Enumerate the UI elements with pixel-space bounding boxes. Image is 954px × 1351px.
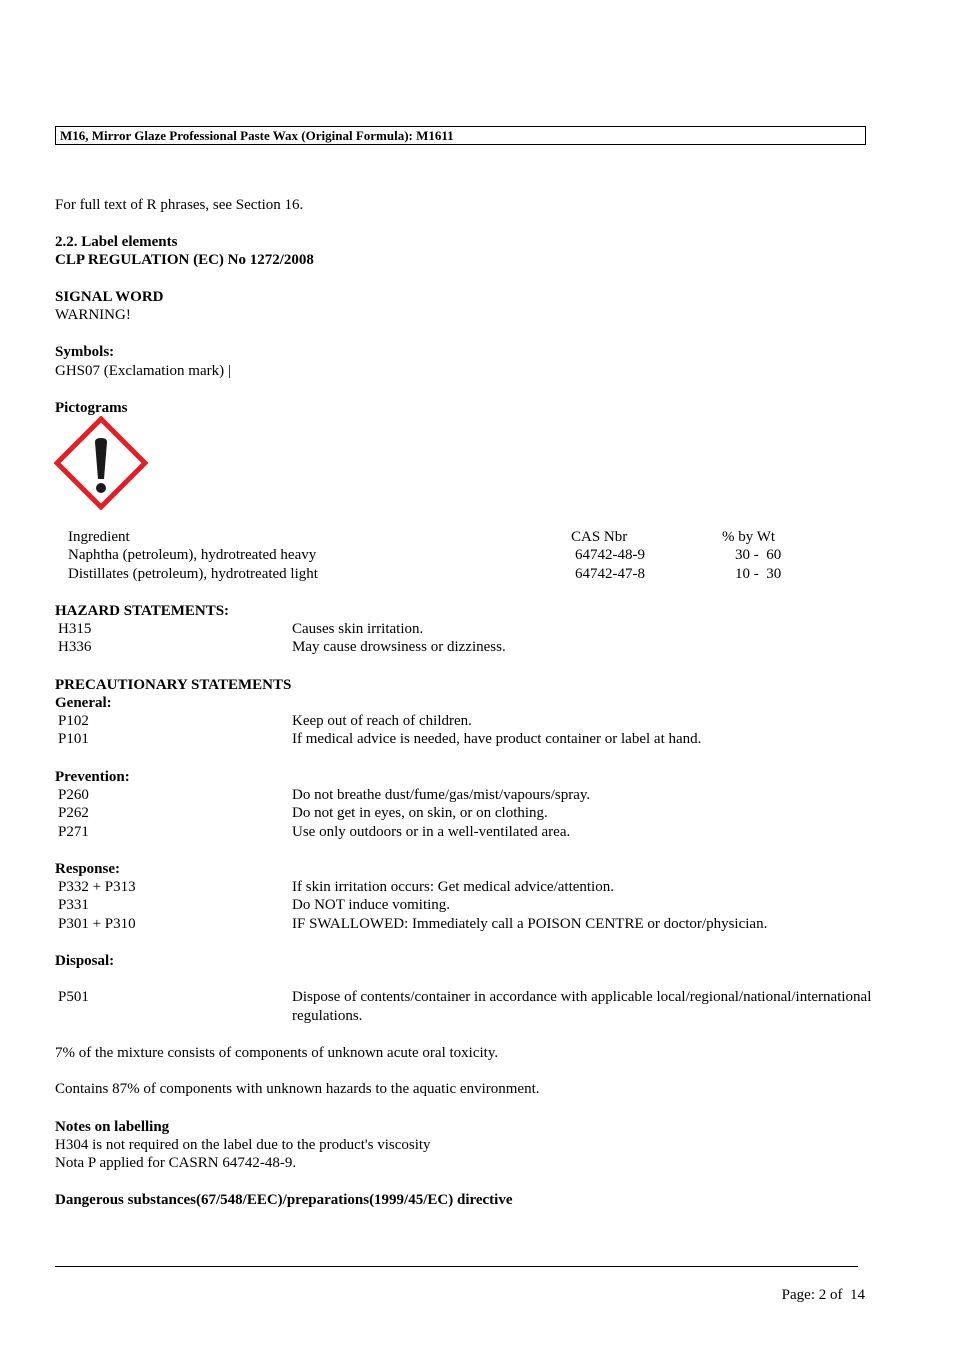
- clp-regulation-heading: CLP REGULATION (EC) No 1272/2008: [55, 252, 314, 268]
- directive-heading: Dangerous substances(67/548/EEC)/preparations(1999/45/EC) directive: [55, 1192, 513, 1208]
- precaution-code: P101: [58, 731, 89, 747]
- signal-word-value: WARNING!: [55, 307, 131, 323]
- oral-toxicity-note: 7% of the mixture consists of components of unknown acute oral toxicity.: [55, 1045, 499, 1061]
- precaution-code: P501: [58, 989, 89, 1005]
- pct-header: % by Wt: [722, 529, 776, 545]
- hazard-statements-heading: HAZARD STATEMENTS:: [55, 603, 230, 619]
- precaution-code: P262: [58, 805, 89, 821]
- disposal-heading: Disposal:: [55, 953, 115, 969]
- ingredient-header: Ingredient: [68, 529, 130, 545]
- precaution-code: P332 + P313: [58, 879, 136, 895]
- general-heading: General:: [55, 695, 112, 711]
- aquatic-note: Contains 87% of components with unknown hazards to the aquatic environment.: [55, 1081, 540, 1097]
- precaution-text: Dispose of contents/container in accordance with applicable local/regional/national/international regulations.: [292, 989, 872, 1024]
- response-heading: Response:: [55, 861, 121, 877]
- labelling-notes-heading: Notes on labelling: [55, 1119, 170, 1135]
- symbols-heading: Symbols:: [55, 344, 115, 360]
- precaution-text: Do NOT induce vomiting.: [292, 897, 451, 913]
- table-row-ingredient: Naphtha (petroleum), hydrotreated heavy: [68, 547, 317, 563]
- label-elements-heading: 2.2. Label elements: [55, 234, 178, 250]
- labelling-note-line: Nota P applied for CASRN 64742-48-9.: [55, 1155, 297, 1171]
- ghs07-exclamation-icon: [54, 416, 148, 510]
- page-number: Page: 2 of 14: [781, 1287, 865, 1303]
- labelling-note-line: H304 is not required on the label due to the product's viscosity: [55, 1137, 431, 1153]
- precaution-text: Use only outdoors or in a well-ventilated area.: [292, 824, 571, 840]
- pictograms-heading: Pictograms: [55, 400, 128, 416]
- precautionary-heading: PRECAUTIONARY STATEMENTS: [55, 677, 292, 693]
- precaution-code: P331: [58, 897, 89, 913]
- table-row-pct: 30 - 60: [735, 547, 782, 563]
- precaution-code: P271: [58, 824, 89, 840]
- hazard-text: May cause drowsiness or dizziness.: [292, 639, 506, 655]
- hazard-code: H315: [58, 621, 92, 637]
- cas-header: CAS Nbr: [571, 529, 628, 545]
- symbols-value: GHS07 (Exclamation mark) |: [55, 363, 231, 379]
- precaution-text: If skin irritation occurs: Get medical advice/attention.: [292, 879, 614, 895]
- precaution-code: P102: [58, 713, 89, 729]
- precaution-text: IF SWALLOWED: Immediately call a POISON CENTRE or doctor/physician.: [292, 916, 768, 932]
- document-title: M16, Mirror Glaze Professional Paste Wax (Original Formula): M1611: [60, 128, 454, 143]
- r-phrases-note: For full text of R phrases, see Section 16.: [55, 197, 304, 213]
- table-row-cas: 64742-48-9: [575, 547, 645, 563]
- table-row-ingredient: Distillates (petroleum), hydrotreated light: [68, 566, 318, 582]
- signal-word-heading: SIGNAL WORD: [55, 289, 164, 305]
- precaution-text: Do not breathe dust/fume/gas/mist/vapours/spray.: [292, 787, 591, 803]
- table-row-cas: 64742-47-8: [575, 566, 645, 582]
- precaution-text: Do not get in eyes, on skin, or on clothing.: [292, 805, 548, 821]
- hazard-text: Causes skin irritation.: [292, 621, 424, 637]
- document-header-box: [55, 126, 866, 145]
- precaution-text: Keep out of reach of children.: [292, 713, 472, 729]
- footer-divider: [55, 1266, 858, 1267]
- prevention-heading: Prevention:: [55, 769, 130, 785]
- hazard-code: H336: [58, 639, 92, 655]
- precaution-code: P260: [58, 787, 89, 803]
- precaution-code: P301 + P310: [58, 916, 136, 932]
- precaution-text: If medical advice is needed, have product container or label at hand.: [292, 731, 702, 747]
- table-row-pct: 10 - 30: [735, 566, 782, 582]
